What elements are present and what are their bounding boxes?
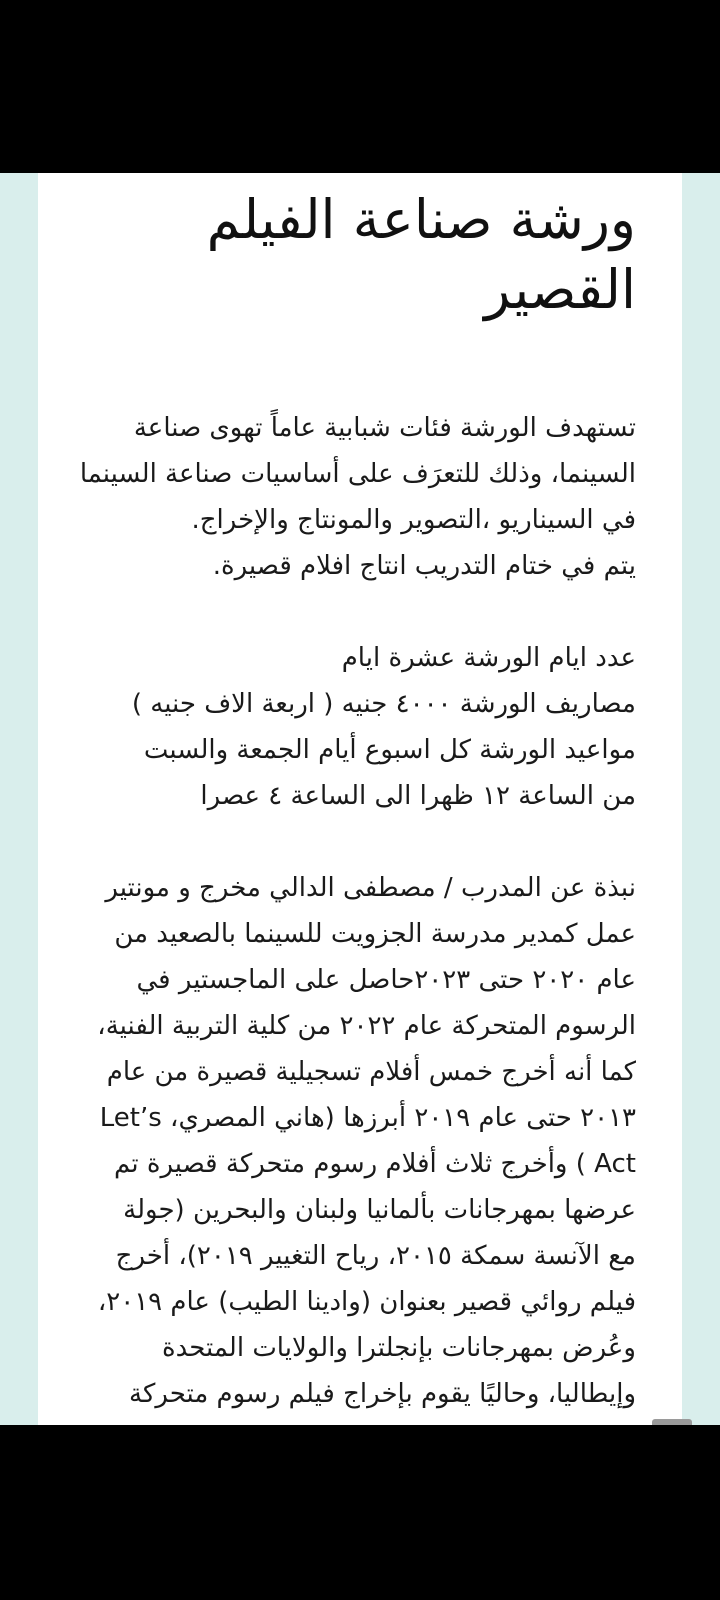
bio-line: عرضها بمهرجانات بألمانيا ولبنان والبحرين (جولة bbox=[123, 1195, 636, 1225]
workshop-details bbox=[84, 635, 636, 819]
article-body bbox=[38, 173, 682, 1509]
page-title: ورشة صناعة الفيلم القصير bbox=[206, 188, 636, 321]
bio-line: وعُرض بمهرجانات بإنجلترا والولايات المتحدة bbox=[161, 1333, 636, 1363]
intro-line: في السيناريو ،التصوير والمونتاج والإخراج. bbox=[191, 505, 636, 535]
intro-line: السينما، وذلك للتعرَف على أساسيات صناعة السينما bbox=[79, 459, 636, 489]
bio-line: فيلم روائي قصير بعنوان (وادينا الطيب) عام ٢٠١٩، bbox=[97, 1287, 636, 1317]
details-duration: عدد ايام الورشة عشرة ايام bbox=[341, 643, 636, 673]
status-bar-area bbox=[0, 0, 720, 173]
details-time: من الساعة ١٢ ظهرا الى الساعة ٤ عصرا bbox=[200, 781, 636, 811]
bio-line: وإيطاليا، وحاليًا يقوم بإخراج فيلم رسوم متحركة bbox=[129, 1379, 636, 1409]
intro-line: يتم في ختام التدريب انتاج افلام قصيرة. bbox=[212, 551, 636, 581]
bio-line: مع الآنسة سمكة ٢٠١٥، رياح التغيير ٢٠١٩)، أخرج bbox=[115, 1241, 636, 1271]
details-schedule: مواعيد الورشة كل اسبوع أيام الجمعة والسبت bbox=[143, 735, 636, 765]
bio-line: عمل كمدير مدرسة الجزويت للسينما بالصعيد من bbox=[114, 919, 636, 949]
article-card bbox=[38, 173, 682, 1425]
trainer-bio bbox=[84, 865, 636, 1509]
bio-line: Act ) وأخرج ثلاث أفلام رسوم متحركة قصيرة تم bbox=[114, 1149, 636, 1179]
bio-line: نبذة عن المدرب / مصطفى الدالي مخرج و مونتير bbox=[105, 873, 636, 903]
navigation-bar-area bbox=[0, 1425, 720, 1600]
page-viewport[interactable] bbox=[0, 173, 720, 1425]
bio-line: ٢٠١٣ حتى عام ٢٠١٩ أبرزها (هاني المصري، Let’s bbox=[99, 1103, 636, 1133]
bio-line: كما أنه أخرج خمس أفلام تسجيلية قصيرة من عام bbox=[106, 1057, 636, 1087]
details-cost: مصاريف الورشة ٤٠٠٠ جنيه ( اربعة الاف جنيه ) bbox=[131, 689, 636, 719]
bio-line: عام ٢٠٢٠ حتى ٢٠٢٣حاصل على الماجستير في bbox=[136, 965, 636, 995]
intro-line: تستهدف الورشة فئات شبابية عاماً تهوى صناعة bbox=[133, 413, 636, 443]
intro-paragraph bbox=[79, 405, 636, 589]
bio-line: الرسوم المتحركة عام ٢٠٢٢ من كلية التربية الفنية، bbox=[97, 1011, 636, 1041]
